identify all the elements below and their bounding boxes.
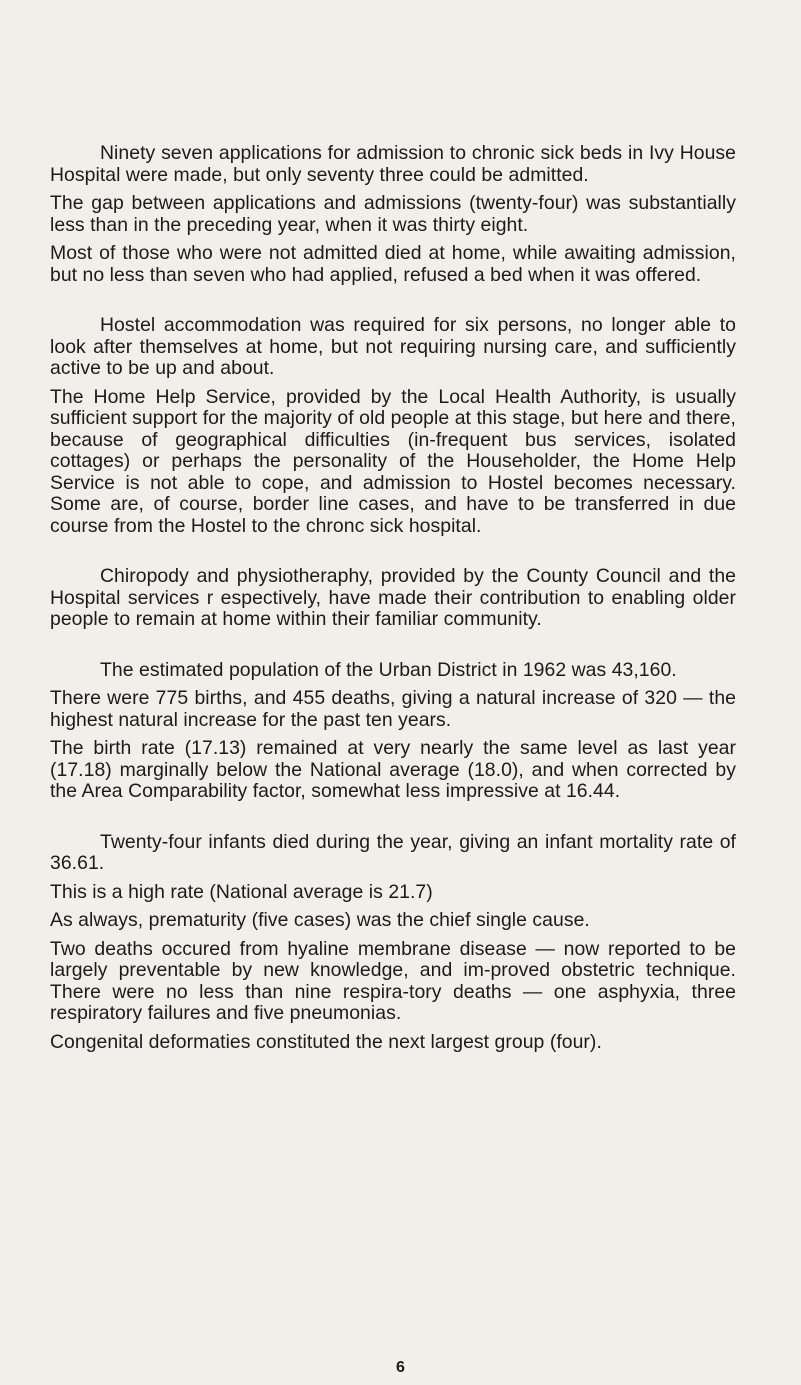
paragraph-chronic-sick-applications: Ninety seven applications for admission to chronic sick beds in Ivy House Hospital were made, but only seventy three could be admitted. [50,142,736,186]
paragraph-admission-gap: The gap between applications and admissions (twenty-four) was substantially less than in the preceding year, when it was thirty eight. [50,192,736,236]
paragraph-home-help-service: The Home Help Service, provided by the Local Health Authority, is usually sufficient support for the majority of old people at this stage, but here and there, because of geographical difficulties (in-frequent bus services, isolated cottages) or perhaps the personality of the Householder, the Home Help Service is not able to cope, and admission to Hostel becomes necessary. Some are, of course, border line cases, and have to be transferred in due course from the Hostel to the chronc sick hospital. [50,385,736,537]
paragraph-chiropody: Chiropody and physiotheraphy, provided by the County Council and the Hospital services r espectively, have made their contribution to enabling older people to remain at home within their familiar community. [50,565,736,630]
body-text [50,143,736,1053]
paragraph-population: The estimated population of the Urban District in 1962 was 43,160. [100,658,677,681]
paragraph-hostel-accommodation: Hostel accommodation was required for six persons, no longer able to look after themselves at home, but not requiring nursing care, and sufficiently active to be up and about. [50,314,736,379]
paragraph-hyaline-membrane: Two deaths occured from hyaline membrane disease — now reported to be largely preventable by new knowledge, and im-proved obstetric technique. There were no less than nine respira-tory deaths — one asphyxia, three respiratory failures and five pneumonias. [50,937,736,1024]
paragraph-high-rate: This is a high rate (National average is 21.7) [50,880,433,903]
paragraph-prematurity: As always, prematurity (five cases) was the chief single cause. [50,909,590,931]
paragraph-not-admitted: Most of those who were not admitted died at home, while awaiting admission, but no less than seven who had applied, refused a bed when it was offered. [50,242,736,286]
page-number: 6 [396,1359,405,1376]
paragraph-birth-rate: The birth rate (17.13) remained at very nearly the same level as last year (17.18) marginally below the National average (18.0), and when corrected by the Area Comparability factor, somewhat less impressive at 16.44. [50,737,736,802]
paragraph-births-deaths: There were 775 births, and 455 deaths, giving a natural increase of 320 — the highest natural increase for the past ten years. [50,687,736,731]
paragraph-congenital: Congenital deformaties constituted the next largest group (four). [50,1030,602,1053]
paragraph-infant-deaths: Twenty-four infants died during the year, giving an infant mortality rate of 36.61. [50,830,736,874]
